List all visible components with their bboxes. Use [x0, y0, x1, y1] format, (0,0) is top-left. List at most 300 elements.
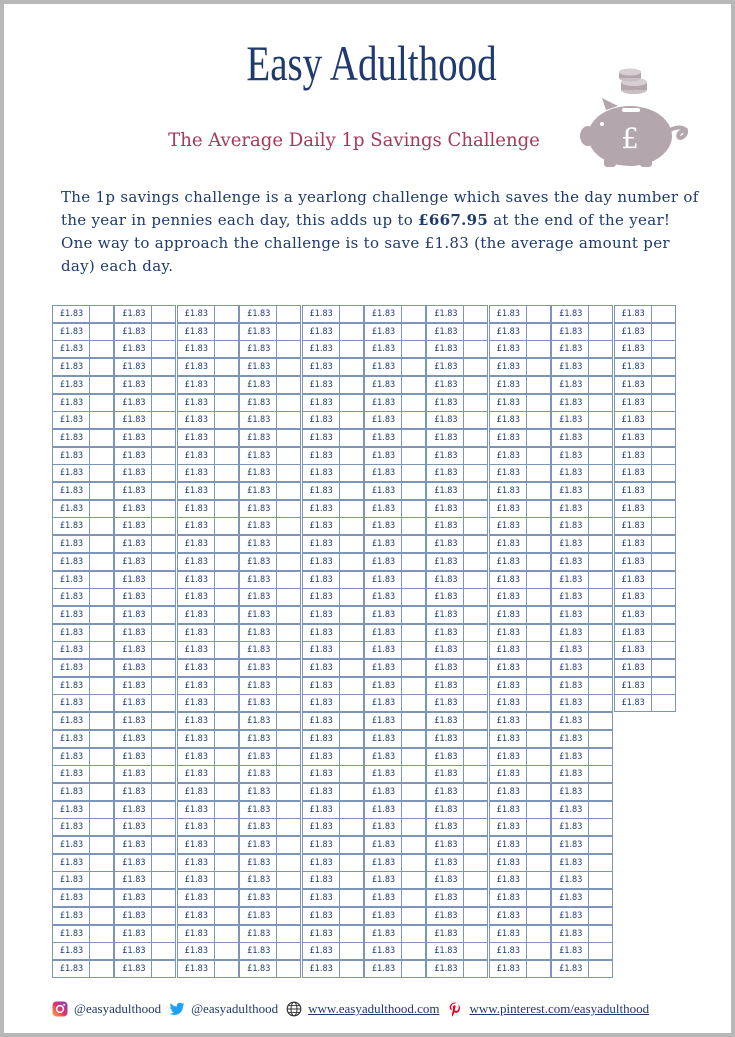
savings-cell[interactable]	[489, 624, 551, 642]
savings-cell[interactable]	[177, 535, 239, 553]
savings-cell[interactable]	[489, 358, 551, 376]
savings-cell[interactable]	[364, 411, 426, 429]
savings-cell[interactable]	[302, 712, 364, 730]
savings-cell[interactable]	[551, 730, 613, 748]
savings-cell[interactable]	[114, 394, 176, 412]
savings-cell[interactable]	[364, 305, 426, 323]
savings-cell[interactable]	[302, 765, 364, 783]
savings-cell[interactable]	[239, 677, 301, 695]
savings-cell[interactable]	[114, 801, 176, 819]
savings-cell[interactable]	[177, 765, 239, 783]
savings-cell[interactable]	[489, 942, 551, 960]
savings-cell[interactable]	[52, 641, 114, 659]
savings-cell[interactable]	[114, 960, 176, 978]
savings-cell[interactable]	[302, 606, 364, 624]
savings-cell[interactable]	[114, 818, 176, 836]
savings-cell[interactable]	[114, 376, 176, 394]
savings-cell[interactable]	[489, 907, 551, 925]
savings-cell[interactable]	[364, 553, 426, 571]
savings-cell[interactable]	[489, 305, 551, 323]
savings-cell[interactable]	[302, 801, 364, 819]
savings-cell[interactable]	[52, 907, 114, 925]
savings-cell[interactable]	[426, 677, 488, 695]
savings-cell[interactable]	[239, 942, 301, 960]
savings-cell[interactable]	[614, 464, 676, 482]
savings-cell[interactable]	[364, 960, 426, 978]
savings-cell[interactable]	[364, 942, 426, 960]
savings-cell[interactable]	[426, 535, 488, 553]
savings-cell[interactable]	[177, 783, 239, 801]
savings-cell[interactable]	[426, 783, 488, 801]
savings-cell[interactable]	[52, 340, 114, 358]
savings-cell[interactable]	[489, 712, 551, 730]
savings-cell[interactable]	[239, 889, 301, 907]
savings-cell[interactable]	[364, 677, 426, 695]
savings-cell[interactable]	[114, 641, 176, 659]
savings-cell[interactable]	[177, 694, 239, 712]
savings-cell[interactable]	[426, 836, 488, 854]
savings-cell[interactable]	[489, 694, 551, 712]
savings-cell[interactable]	[551, 801, 613, 819]
savings-cell[interactable]	[614, 517, 676, 535]
savings-cell[interactable]	[177, 907, 239, 925]
savings-cell[interactable]	[489, 925, 551, 943]
savings-cell[interactable]	[614, 606, 676, 624]
savings-cell[interactable]	[614, 429, 676, 447]
savings-cell[interactable]	[52, 553, 114, 571]
savings-cell[interactable]	[614, 535, 676, 553]
savings-cell[interactable]	[52, 429, 114, 447]
savings-cell[interactable]	[114, 730, 176, 748]
savings-cell[interactable]	[364, 836, 426, 854]
savings-cell[interactable]	[426, 517, 488, 535]
savings-cell[interactable]	[489, 482, 551, 500]
savings-cell[interactable]	[551, 447, 613, 465]
savings-cell[interactable]	[426, 854, 488, 872]
savings-cell[interactable]	[177, 482, 239, 500]
savings-cell[interactable]	[426, 323, 488, 341]
savings-cell[interactable]	[364, 376, 426, 394]
savings-cell[interactable]	[551, 694, 613, 712]
savings-cell[interactable]	[302, 730, 364, 748]
savings-cell[interactable]	[114, 323, 176, 341]
savings-cell[interactable]	[114, 925, 176, 943]
savings-cell[interactable]	[614, 482, 676, 500]
savings-cell[interactable]	[364, 889, 426, 907]
savings-cell[interactable]	[52, 871, 114, 889]
savings-cell[interactable]	[302, 659, 364, 677]
savings-cell[interactable]	[302, 553, 364, 571]
savings-cell[interactable]	[302, 942, 364, 960]
savings-cell[interactable]	[52, 482, 114, 500]
savings-cell[interactable]	[52, 748, 114, 766]
savings-cell[interactable]	[426, 801, 488, 819]
savings-cell[interactable]	[177, 376, 239, 394]
savings-cell[interactable]	[551, 553, 613, 571]
savings-cell[interactable]	[302, 907, 364, 925]
savings-cell[interactable]	[302, 783, 364, 801]
savings-cell[interactable]	[177, 606, 239, 624]
savings-cell[interactable]	[551, 960, 613, 978]
savings-cell[interactable]	[114, 836, 176, 854]
savings-cell[interactable]	[364, 659, 426, 677]
savings-cell[interactable]	[614, 305, 676, 323]
savings-cell[interactable]	[364, 429, 426, 447]
savings-cell[interactable]	[489, 871, 551, 889]
savings-cell[interactable]	[114, 694, 176, 712]
savings-cell[interactable]	[114, 553, 176, 571]
savings-cell[interactable]	[177, 500, 239, 518]
savings-cell[interactable]	[52, 712, 114, 730]
savings-cell[interactable]	[52, 447, 114, 465]
savings-cell[interactable]	[302, 889, 364, 907]
savings-cell[interactable]	[114, 677, 176, 695]
savings-cell[interactable]	[239, 376, 301, 394]
savings-cell[interactable]	[52, 464, 114, 482]
savings-cell[interactable]	[551, 464, 613, 482]
savings-cell[interactable]	[177, 358, 239, 376]
savings-cell[interactable]	[551, 765, 613, 783]
savings-cell[interactable]	[302, 571, 364, 589]
savings-cell[interactable]	[489, 836, 551, 854]
savings-cell[interactable]	[239, 659, 301, 677]
savings-cell[interactable]	[364, 624, 426, 642]
savings-cell[interactable]	[239, 305, 301, 323]
savings-cell[interactable]	[239, 553, 301, 571]
savings-cell[interactable]	[177, 925, 239, 943]
savings-cell[interactable]	[364, 464, 426, 482]
savings-cell[interactable]	[614, 588, 676, 606]
savings-cell[interactable]	[177, 942, 239, 960]
savings-cell[interactable]	[551, 836, 613, 854]
savings-cell[interactable]	[177, 588, 239, 606]
savings-cell[interactable]	[614, 411, 676, 429]
savings-cell[interactable]	[52, 677, 114, 695]
savings-cell[interactable]	[302, 836, 364, 854]
savings-cell[interactable]	[239, 606, 301, 624]
savings-cell[interactable]	[426, 942, 488, 960]
savings-cell[interactable]	[177, 677, 239, 695]
savings-cell[interactable]	[239, 358, 301, 376]
savings-cell[interactable]	[364, 694, 426, 712]
savings-cell[interactable]	[426, 447, 488, 465]
savings-cell[interactable]	[114, 429, 176, 447]
savings-cell[interactable]	[52, 376, 114, 394]
savings-cell[interactable]	[239, 712, 301, 730]
savings-cell[interactable]	[239, 907, 301, 925]
savings-cell[interactable]	[426, 358, 488, 376]
savings-cell[interactable]	[302, 517, 364, 535]
savings-cell[interactable]	[177, 818, 239, 836]
savings-cell[interactable]	[114, 535, 176, 553]
savings-cell[interactable]	[364, 854, 426, 872]
savings-cell[interactable]	[302, 925, 364, 943]
savings-cell[interactable]	[426, 606, 488, 624]
savings-cell[interactable]	[364, 925, 426, 943]
savings-cell[interactable]	[364, 571, 426, 589]
savings-cell[interactable]	[302, 694, 364, 712]
savings-cell[interactable]	[426, 960, 488, 978]
savings-cell[interactable]	[177, 889, 239, 907]
savings-cell[interactable]	[239, 500, 301, 518]
savings-cell[interactable]	[614, 447, 676, 465]
savings-cell[interactable]	[239, 464, 301, 482]
savings-cell[interactable]	[114, 340, 176, 358]
savings-cell[interactable]	[114, 447, 176, 465]
savings-cell[interactable]	[239, 854, 301, 872]
savings-cell[interactable]	[364, 818, 426, 836]
savings-cell[interactable]	[177, 748, 239, 766]
savings-cell[interactable]	[489, 571, 551, 589]
savings-cell[interactable]	[177, 641, 239, 659]
instagram-handle[interactable]: @easyadulthood	[74, 1001, 162, 1016]
savings-cell[interactable]	[52, 323, 114, 341]
savings-cell[interactable]	[239, 588, 301, 606]
savings-cell[interactable]	[177, 464, 239, 482]
twitter-handle[interactable]: @easyadulthood	[191, 1001, 279, 1016]
savings-cell[interactable]	[239, 694, 301, 712]
savings-cell[interactable]	[426, 694, 488, 712]
savings-cell[interactable]	[239, 765, 301, 783]
savings-cell[interactable]	[426, 305, 488, 323]
savings-cell[interactable]	[489, 801, 551, 819]
savings-cell[interactable]	[114, 411, 176, 429]
savings-cell[interactable]	[364, 394, 426, 412]
savings-cell[interactable]	[52, 500, 114, 518]
savings-cell[interactable]	[551, 871, 613, 889]
savings-cell[interactable]	[426, 482, 488, 500]
savings-cell[interactable]	[489, 411, 551, 429]
savings-cell[interactable]	[114, 748, 176, 766]
savings-cell[interactable]	[426, 925, 488, 943]
savings-cell[interactable]	[239, 641, 301, 659]
savings-cell[interactable]	[364, 748, 426, 766]
savings-cell[interactable]	[302, 588, 364, 606]
savings-cell[interactable]	[426, 818, 488, 836]
savings-cell[interactable]	[364, 765, 426, 783]
savings-cell[interactable]	[114, 854, 176, 872]
savings-cell[interactable]	[489, 606, 551, 624]
savings-cell[interactable]	[302, 748, 364, 766]
savings-cell[interactable]	[52, 624, 114, 642]
savings-cell[interactable]	[364, 340, 426, 358]
savings-cell[interactable]	[364, 535, 426, 553]
savings-cell[interactable]	[114, 482, 176, 500]
savings-cell[interactable]	[614, 677, 676, 695]
savings-cell[interactable]	[52, 783, 114, 801]
savings-cell[interactable]	[489, 535, 551, 553]
savings-cell[interactable]	[364, 801, 426, 819]
savings-cell[interactable]	[239, 801, 301, 819]
savings-cell[interactable]	[426, 907, 488, 925]
savings-cell[interactable]	[177, 571, 239, 589]
twitter-icon[interactable]	[169, 1001, 185, 1017]
savings-cell[interactable]	[177, 960, 239, 978]
savings-cell[interactable]	[364, 871, 426, 889]
savings-cell[interactable]	[489, 323, 551, 341]
savings-cell[interactable]	[302, 305, 364, 323]
savings-cell[interactable]	[364, 588, 426, 606]
savings-cell[interactable]	[489, 783, 551, 801]
savings-cell[interactable]	[614, 641, 676, 659]
savings-cell[interactable]	[551, 942, 613, 960]
savings-cell[interactable]	[614, 571, 676, 589]
savings-cell[interactable]	[489, 677, 551, 695]
savings-cell[interactable]	[551, 748, 613, 766]
savings-cell[interactable]	[551, 925, 613, 943]
savings-cell[interactable]	[489, 394, 551, 412]
savings-cell[interactable]	[364, 606, 426, 624]
savings-cell[interactable]	[551, 305, 613, 323]
savings-cell[interactable]	[302, 447, 364, 465]
savings-cell[interactable]	[489, 854, 551, 872]
savings-cell[interactable]	[114, 624, 176, 642]
savings-cell[interactable]	[302, 358, 364, 376]
savings-cell[interactable]	[426, 429, 488, 447]
savings-cell[interactable]	[177, 730, 239, 748]
savings-cell[interactable]	[364, 783, 426, 801]
savings-cell[interactable]	[52, 730, 114, 748]
savings-cell[interactable]	[551, 394, 613, 412]
savings-cell[interactable]	[239, 783, 301, 801]
savings-cell[interactable]	[551, 358, 613, 376]
savings-cell[interactable]	[52, 411, 114, 429]
savings-cell[interactable]	[177, 712, 239, 730]
savings-cell[interactable]	[114, 659, 176, 677]
savings-cell[interactable]	[551, 411, 613, 429]
savings-cell[interactable]	[302, 624, 364, 642]
savings-cell[interactable]	[364, 712, 426, 730]
savings-cell[interactable]	[426, 730, 488, 748]
savings-cell[interactable]	[177, 323, 239, 341]
savings-cell[interactable]	[489, 889, 551, 907]
savings-cell[interactable]	[52, 765, 114, 783]
savings-cell[interactable]	[364, 500, 426, 518]
savings-cell[interactable]	[302, 411, 364, 429]
savings-cell[interactable]	[239, 447, 301, 465]
savings-cell[interactable]	[114, 907, 176, 925]
savings-cell[interactable]	[551, 659, 613, 677]
savings-cell[interactable]	[551, 854, 613, 872]
savings-cell[interactable]	[426, 553, 488, 571]
savings-cell[interactable]	[489, 517, 551, 535]
savings-cell[interactable]	[426, 765, 488, 783]
savings-cell[interactable]	[489, 340, 551, 358]
savings-cell[interactable]	[302, 871, 364, 889]
savings-cell[interactable]	[239, 748, 301, 766]
savings-cell[interactable]	[551, 340, 613, 358]
savings-cell[interactable]	[177, 624, 239, 642]
savings-cell[interactable]	[614, 394, 676, 412]
savings-cell[interactable]	[302, 854, 364, 872]
savings-cell[interactable]	[426, 394, 488, 412]
savings-cell[interactable]	[239, 818, 301, 836]
savings-cell[interactable]	[364, 482, 426, 500]
savings-cell[interactable]	[177, 394, 239, 412]
savings-cell[interactable]	[52, 535, 114, 553]
savings-cell[interactable]	[52, 394, 114, 412]
savings-cell[interactable]	[239, 836, 301, 854]
savings-cell[interactable]	[614, 694, 676, 712]
instagram-icon[interactable]	[52, 1001, 68, 1017]
savings-cell[interactable]	[239, 871, 301, 889]
savings-cell[interactable]	[239, 925, 301, 943]
savings-cell[interactable]	[551, 429, 613, 447]
savings-cell[interactable]	[489, 588, 551, 606]
savings-cell[interactable]	[114, 942, 176, 960]
savings-cell[interactable]	[551, 889, 613, 907]
savings-cell[interactable]	[52, 836, 114, 854]
savings-cell[interactable]	[489, 818, 551, 836]
savings-cell[interactable]	[614, 376, 676, 394]
savings-cell[interactable]	[551, 571, 613, 589]
savings-cell[interactable]	[551, 712, 613, 730]
savings-cell[interactable]	[239, 482, 301, 500]
pinterest-icon[interactable]	[447, 1001, 463, 1017]
savings-cell[interactable]	[177, 801, 239, 819]
savings-cell[interactable]	[177, 340, 239, 358]
savings-cell[interactable]	[177, 836, 239, 854]
savings-cell[interactable]	[177, 854, 239, 872]
savings-cell[interactable]	[114, 464, 176, 482]
savings-cell[interactable]	[302, 482, 364, 500]
savings-cell[interactable]	[551, 482, 613, 500]
savings-cell[interactable]	[239, 571, 301, 589]
savings-cell[interactable]	[239, 340, 301, 358]
savings-cell[interactable]	[177, 305, 239, 323]
savings-cell[interactable]	[489, 960, 551, 978]
savings-cell[interactable]	[364, 447, 426, 465]
savings-cell[interactable]	[614, 323, 676, 341]
savings-cell[interactable]	[52, 305, 114, 323]
savings-cell[interactable]	[426, 889, 488, 907]
savings-cell[interactable]	[239, 394, 301, 412]
savings-cell[interactable]	[426, 340, 488, 358]
savings-cell[interactable]	[302, 960, 364, 978]
savings-cell[interactable]	[302, 394, 364, 412]
savings-cell[interactable]	[239, 624, 301, 642]
savings-cell[interactable]	[239, 411, 301, 429]
savings-cell[interactable]	[52, 801, 114, 819]
savings-cell[interactable]	[551, 907, 613, 925]
savings-cell[interactable]	[114, 783, 176, 801]
savings-cell[interactable]	[489, 376, 551, 394]
savings-cell[interactable]	[551, 588, 613, 606]
savings-cell[interactable]	[551, 606, 613, 624]
savings-cell[interactable]	[239, 730, 301, 748]
savings-cell[interactable]	[302, 376, 364, 394]
savings-cell[interactable]	[364, 907, 426, 925]
savings-cell[interactable]	[614, 553, 676, 571]
savings-cell[interactable]	[239, 429, 301, 447]
savings-cell[interactable]	[551, 818, 613, 836]
savings-cell[interactable]	[551, 641, 613, 659]
savings-cell[interactable]	[52, 358, 114, 376]
savings-cell[interactable]	[177, 517, 239, 535]
savings-cell[interactable]	[489, 464, 551, 482]
savings-cell[interactable]	[52, 925, 114, 943]
savings-cell[interactable]	[551, 323, 613, 341]
savings-cell[interactable]	[52, 606, 114, 624]
savings-cell[interactable]	[302, 641, 364, 659]
savings-cell[interactable]	[52, 659, 114, 677]
savings-cell[interactable]	[302, 429, 364, 447]
savings-cell[interactable]	[302, 535, 364, 553]
savings-cell[interactable]	[239, 960, 301, 978]
savings-cell[interactable]	[114, 712, 176, 730]
savings-cell[interactable]	[302, 677, 364, 695]
savings-cell[interactable]	[426, 712, 488, 730]
